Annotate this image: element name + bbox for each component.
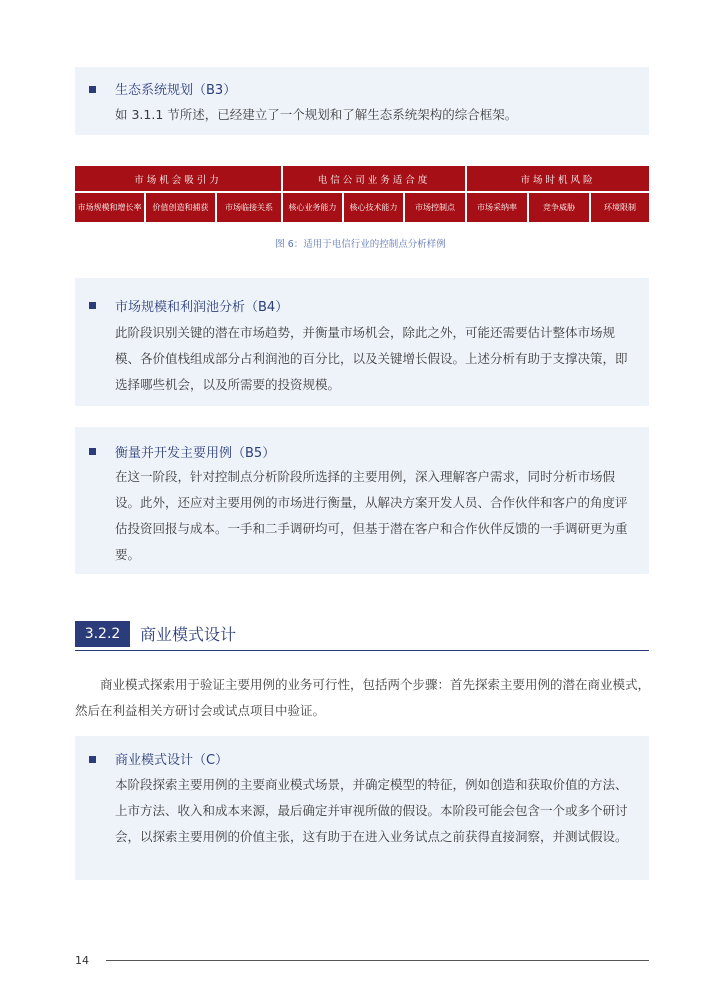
square-bullet-icon xyxy=(89,448,96,455)
intro-paragraph: 商业模式探索用于验证主要用例的业务可行性，包括两个步骤：首先探索主要用例的潜在商业模式，然后在利益相关方研讨会或试点项目中验证。 xyxy=(75,677,651,718)
matrix-cell: 环境限制 xyxy=(591,193,649,222)
section-title: 商业模式设计 xyxy=(140,625,237,644)
box-body-b3: 如 3.1.1 节所述，已经建立了一个规划和了解生态系统架构的综合框架。 xyxy=(115,107,518,122)
box-title-b4: 市场规模和利润池分析（B4） xyxy=(115,300,289,315)
section-number-badge: 3.2.2 xyxy=(75,621,130,647)
section-divider xyxy=(75,650,649,651)
info-box-b4 xyxy=(75,278,649,406)
box-body-b5: 在这一阶段，针对控制点分析阶段所选择的主要用例，深入理解客户需求，同时分析市场假设。此外，还应对主要用例的市场进行衡量，从解决方案开发人员、合作伙伴和客户的角度评估投资回报与成本。一手和二手调研均可，但基于潜在客户和合作伙伴反馈的一手调研更为重要。 xyxy=(115,469,628,562)
box-title-b5: 衡量并开发主要用例（B5） xyxy=(115,446,276,461)
info-box-c xyxy=(75,736,649,880)
square-bullet-icon xyxy=(89,86,96,93)
matrix-group-header: 市场机会吸引力 xyxy=(75,166,281,191)
info-box-b5 xyxy=(75,427,649,574)
matrix-cell: 价值创造和捕获 xyxy=(146,193,215,222)
matrix-cell: 核心技术能力 xyxy=(344,193,403,222)
matrix-cell: 市场临接关系 xyxy=(217,193,281,222)
box-title-b3: 生态系统规划（B3） xyxy=(115,83,237,98)
box-body-c: 本阶段探索主要用例的主要商业模式场景，并确定模型的特征，例如创造和获取价值的方法、上市方法、收入和成本来源，最后确定并审视所做的假设。本阶段可能会包含一个或多个研讨会，以探索主要用例的价值主张，这有助于在进入业务试点之前获得直接洞察，并测试假设。 xyxy=(115,777,628,844)
matrix-cell: 竞争威胁 xyxy=(529,193,589,222)
matrix-cell: 市场采纳率 xyxy=(467,193,527,222)
box-body-b4: 此阶段识别关键的潜在市场趋势，并衡量市场机会，除此之外，可能还需要估计整体市场规模、各价值栈组成部分占利润池的百分比，以及关键增长假设。上述分析有助于支撑决策，即选择哪些机会，以及所需要的投资规模。 xyxy=(115,325,628,392)
info-box-b3 xyxy=(75,67,649,135)
page-number: 14 xyxy=(75,954,89,967)
matrix-cell: 核心业务能力 xyxy=(283,193,342,222)
footer-divider xyxy=(106,960,649,961)
matrix-cell: 市场控制点 xyxy=(405,193,465,222)
square-bullet-icon xyxy=(89,756,96,763)
box-title-c: 商业模式设计（C） xyxy=(115,753,229,768)
figure-caption: 图 6：适用于电信行业的控制点分析样例 xyxy=(275,239,446,250)
matrix-group-header: 电信公司业务适合度 xyxy=(283,166,465,191)
square-bullet-icon xyxy=(89,302,96,309)
matrix-cell: 市场规模和增长率 xyxy=(75,193,144,222)
matrix-group-header: 市场时机风险 xyxy=(467,166,649,191)
control-point-matrix xyxy=(75,166,649,222)
